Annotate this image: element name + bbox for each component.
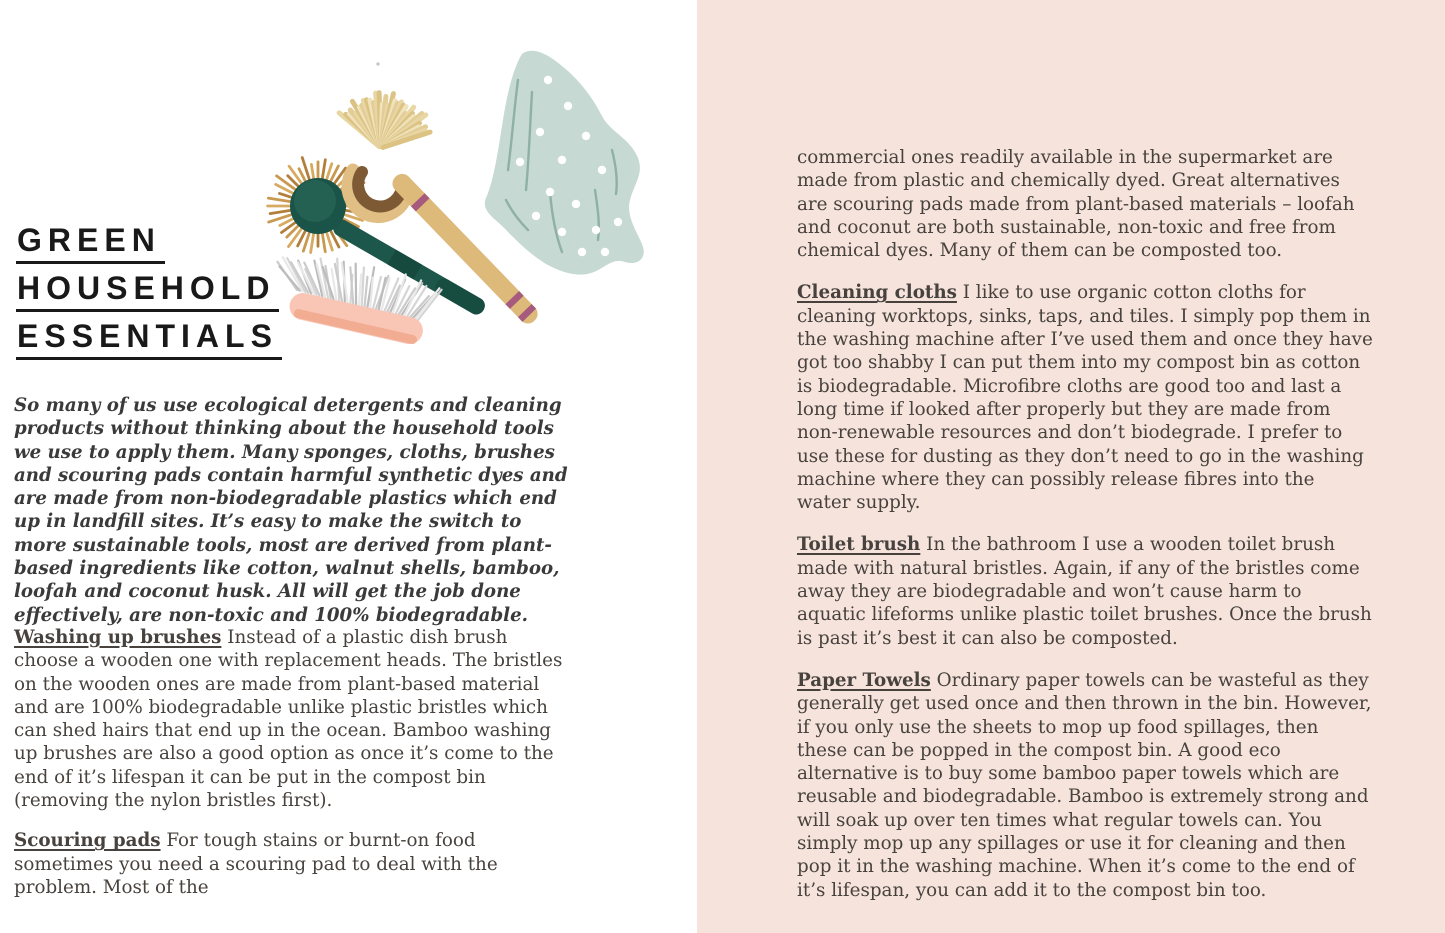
paragraph: Cleaning cloths I like to use organic cotton cloths for cleaning worktops, sinks, taps, and tiles. I simply pop them in the washing machine after I’ve used them and once they have got too shabby I can put them into my compost bin as cotton is biodegradable. Microfibre cloths are good too and last a long time if looked after properly but they are made from non-renewable resources and don’t biodegrade. I prefer to use these for dusting as they don’t need to go in the washing machine where they can possibly release fibres into the water supply. (797, 282, 1373, 514)
page-title-line: HOUSEHOLD (16, 272, 279, 312)
left-page-paragraphs (14, 626, 572, 916)
paragraph-heading: Paper Towels (797, 669, 931, 691)
paragraph-heading: Scouring pads (14, 830, 161, 852)
paragraph-heading: Cleaning cloths (797, 282, 957, 304)
polka-dot-cloth-illustration (485, 51, 644, 275)
right-page-paragraphs (797, 146, 1373, 921)
speck-dot (376, 62, 379, 65)
paragraph: Toilet brush In the bathroom I use a wooden toilet brush made with natural bristles. Again, if any of the bristles come away they are biodegradable and won’t cause harm to aquatic lifeforms unlike plastic toilet brushes. Once the brush is past it’s best it can also be composted. (797, 534, 1372, 649)
page-title-line: ESSENTIALS (16, 320, 282, 360)
page-title (16, 224, 282, 368)
page-title-line: GREEN (16, 224, 165, 264)
paragraph: commercial ones readily available in the supermarket are made from plastic and chemically dyed. Great alternatives are scouring pads made from plant-based materials – loofah and coconut are both sustainable, non-toxic and free from chemical dyes. Many of them can be composted too. (797, 147, 1355, 262)
paragraph: Washing up brushes Instead of a plastic dish brush choose a wooden one with replacement heads. The bristles on the wooden ones are made from plant-based material and are 100% biodegradable unlike plastic bristles which can shed hairs that end up in the ocean. Bamboo washing up brushes are also a good option as once it’s come to the end of it’s lifespan it can be put in the compost bin (removing the nylon bristles first). (14, 627, 563, 812)
paragraph-heading: Toilet brush (797, 534, 921, 556)
paragraph-heading: Washing up brushes (14, 627, 222, 648)
intro-paragraph: So many of us use ecological detergents and cleaning products without thinking about the household tools we use to apply them. Many sponges, cloths, brushes and scouring pads contain harmful synthetic dyes and are made from non-biodegradable plastics which end up in landfill sites. It’s easy to make the switch to more sustainable tools, most are derived from plant-based ingredients like cotton, walnut shells, bamboo, loofah and coconut husk. All will get the job done effectively, are non-toxic and 100% biodegradable. (14, 395, 568, 626)
cleaning-tools-illustration (250, 40, 670, 350)
paragraph: Scouring pads For tough stains or burnt-on food sometimes you need a scouring pad to deal with the problem. Most of the (14, 830, 498, 898)
paragraph: Paper Towels Ordinary paper towels can be wasteful as they generally get used once and then thrown in the bin. However, if you only use the sheets to mop up food spillages, then these can be popped in the compost bin. A good eco alternative is to buy some bamboo paper towels which are reusable and biodegradable. Bamboo is extremely strong and will soak up over ten times what regular towels can. You simply mop up any spillages or use it for cleaning and then pop it in the washing machine. When it’s come to the end of it’s lifespan, you can add it to the compost bin too. (797, 669, 1372, 901)
